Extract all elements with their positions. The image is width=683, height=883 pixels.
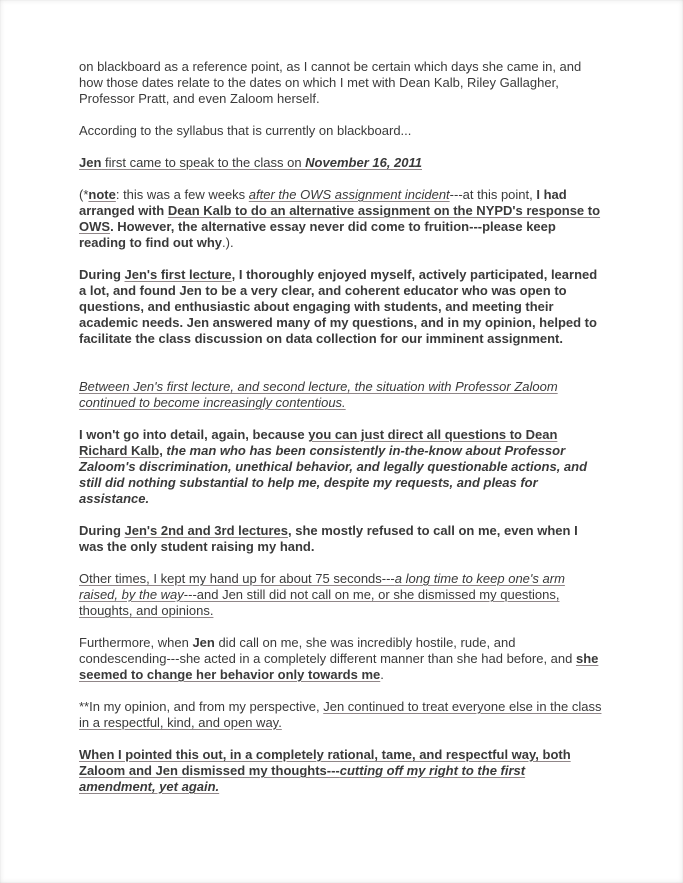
text-run: . However, the alternative essay never did come to fruition---please keep reading to find out why [79,219,556,250]
paragraph [79,123,602,139]
text-run: Other times, I kept my hand up for about 75 seconds--- [79,571,395,586]
text-run: did call on me, she was incredibly hostile, rude, and condescending---she acted in a completely different manner than she had before, and [79,635,576,666]
text-run: she seemed to change her behavior only towards me [79,651,599,682]
text-run: During [79,523,125,538]
paragraph [79,571,602,619]
text-run: .). [222,235,234,250]
text-run: I had arranged with [79,187,567,218]
text-run: first came to speak to the class on [101,155,306,170]
text-run: Jen [79,155,102,170]
paragraph [79,155,602,171]
paragraph [79,59,602,107]
text-run: ---at this point, [449,187,537,202]
text-run: According to the syllabus that is currently on blackboard... [79,123,412,138]
paragraph [79,523,602,555]
text-run: Jen's 2nd and 3rd lectures [124,523,288,538]
text-run: , she mostly refused to call on me, even when I was the only student raising my hand. [79,523,578,554]
text-run: after the OWS assignment incident [248,187,450,202]
text-run: (* [79,187,89,202]
paragraph [79,635,602,683]
document-content [79,59,602,811]
text-run: , [159,443,167,458]
text-run: note [88,187,116,202]
text-run: cutting off my right to the first amendment, yet again. [79,763,526,794]
paragraph [79,187,602,251]
paragraph [79,427,602,507]
paragraph [79,379,602,411]
text-run: . [380,667,384,682]
paragraph [79,699,602,731]
text-run: **In my opinion, and from my perspective, [79,699,324,714]
text-run: Jen [192,635,215,650]
text-run: When I pointed this out, in a completely rational, tame, and respectful way, both Zaloom and Jen dismissed my thoughts--- [79,747,571,778]
text-run: Jen's first lecture [124,267,232,282]
text-run: : this was a few weeks [115,187,249,202]
text-run: , I thoroughly enjoyed myself, actively participated, learned a lot, and found Jen to be a very clear, and coherent educator who was open to questions, and enthusiastic about engaging with students, and meeting their academic needs. Jen answered many of my questions, and in my opinion, helped to facilitate the class discussion on data collection for our imminent assignment. [79,267,598,346]
paragraph [79,267,602,347]
text-run: November 16, 2011 [305,155,423,170]
text-run: Furthermore, when [79,635,193,650]
text-run: a long time to keep one's arm raised, by the way [79,571,565,602]
text-run: I won't go into detail, again, because [79,427,309,442]
text-run: Dean Kalb to do an alternative assignment on the NYPD's response to OWS [79,203,601,234]
text-run: on blackboard as a reference point, as I cannot be certain which days she came in, and how those dates relate to the dates on which I met with Dean Kalb, Riley Gallagher, Professor Pratt, and even Zaloom herself. [79,59,582,106]
text-run: you can just direct all questions to Dean Richard Kalb [79,427,558,458]
paragraph [79,747,602,795]
text-run: Between Jen's first lecture, and second lecture, the situation with Professor Zaloom continued to become increasingly contentious. [79,379,558,410]
text-run: ---and Jen still did not call on me, or she dismissed my questions, thoughts, and opinions. [79,587,560,618]
text-run: the man who has been consistently in-the-know about Professor Zaloom's discrimination, unethical behavior, and legally questionable actions, and still did nothing substantial to help me, despite my requests, and pleas for assistance. [79,443,588,506]
text-run: During [79,267,125,282]
text-run: Jen continued to treat everyone else in the class in a respectful, kind, and open way. [79,699,602,730]
